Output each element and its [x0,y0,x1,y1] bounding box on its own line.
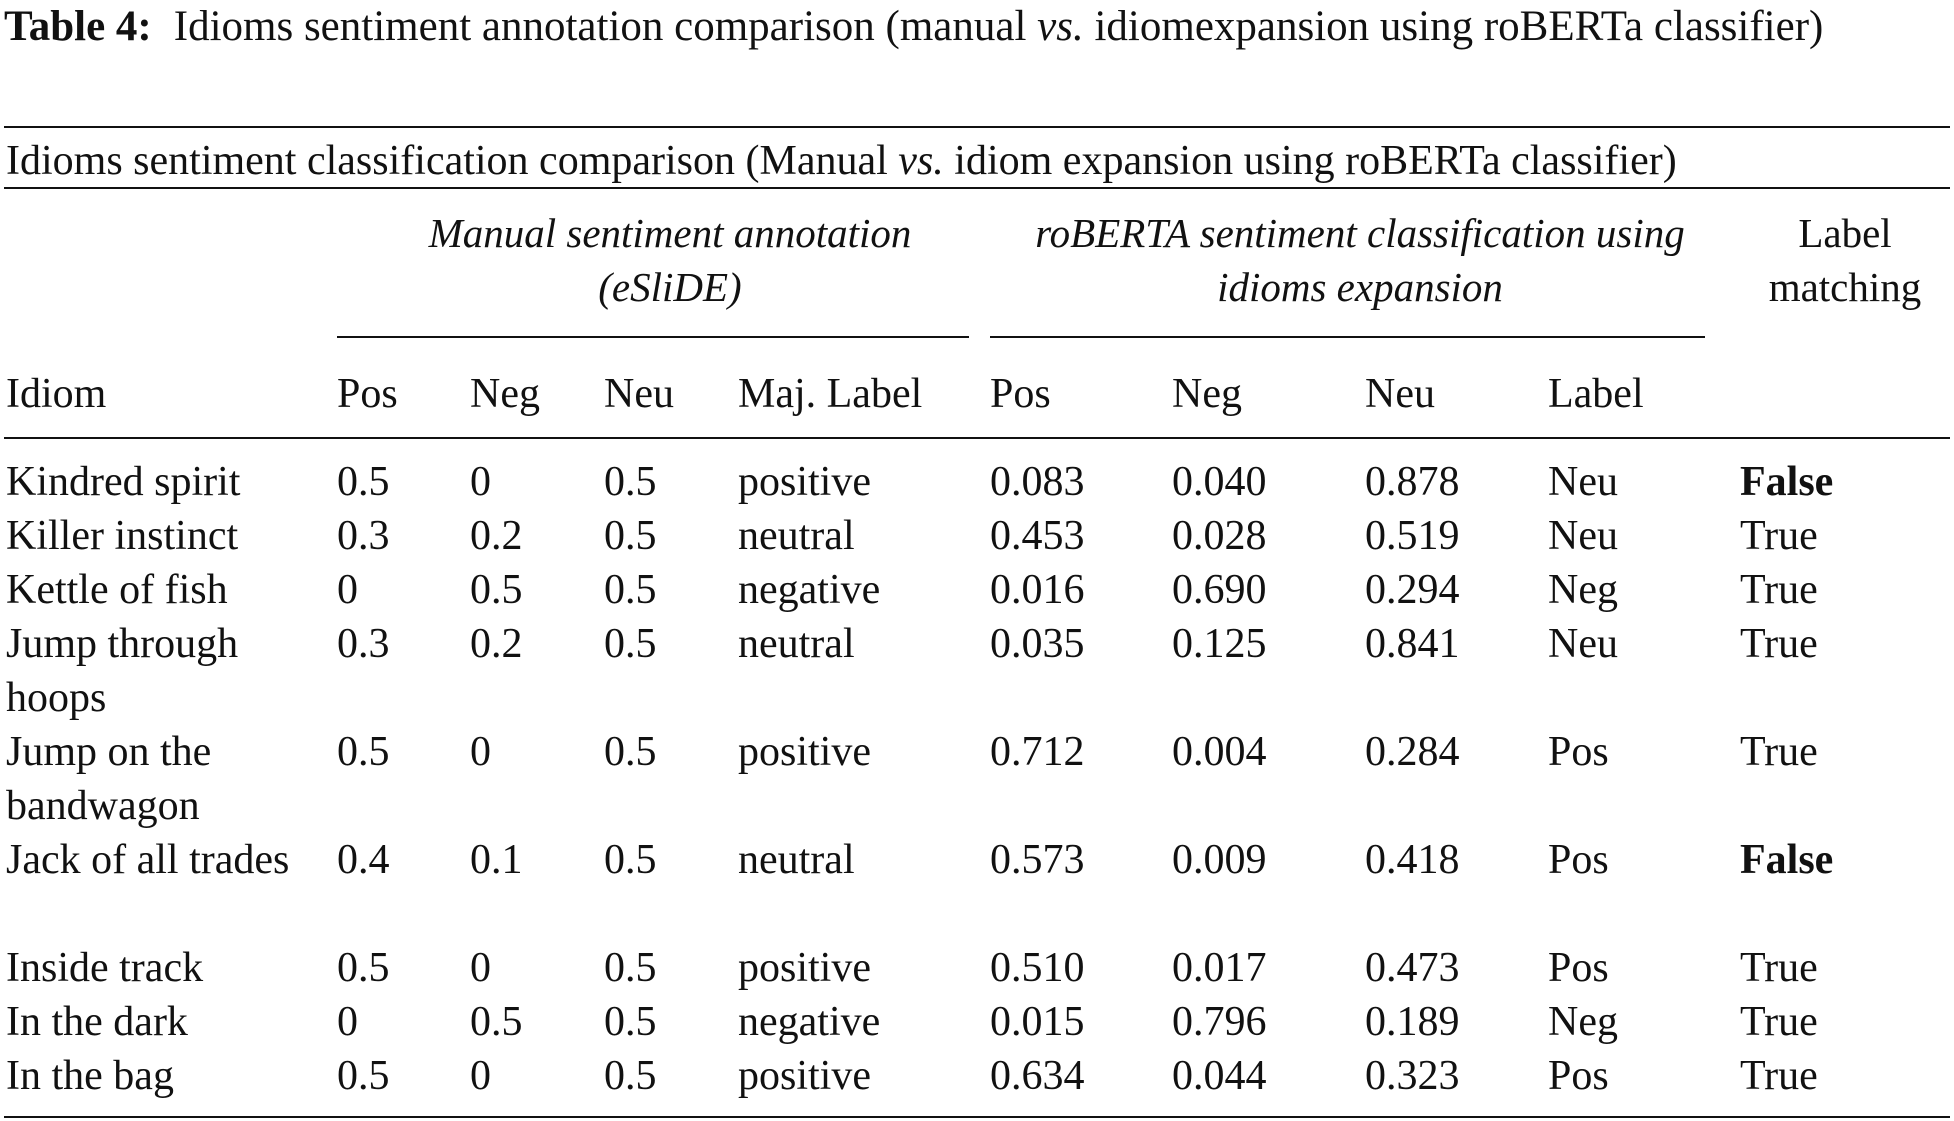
group-header-manual: Manual sentiment annotation (eSliDE) [428,210,912,310]
roberta-neu-cell: 0.189 [1365,999,1460,1045]
roberta-pos-cell: 0.083 [990,459,1085,505]
label-matching-cell: True [1740,945,1818,991]
roberta-pos-cell: 0.016 [990,567,1085,613]
manual-neg-cell: 0 [470,945,491,991]
maj-label-cell: positive [738,945,871,991]
roberta-neg-cell: 0.017 [1172,945,1267,991]
roberta-neu-cell: 0.473 [1365,945,1460,991]
heading-rule [4,187,1950,189]
label-cell: Pos [1548,945,1609,991]
col-header-maj-label: Maj. Label [738,371,923,417]
roberta-pos-cell: 0.712 [990,729,1085,775]
roberta-neg-cell: 0.796 [1172,999,1267,1045]
roberta-neu-cell: 0.294 [1365,567,1460,613]
manual-neu-cell: 0.5 [604,1053,657,1099]
manual-pos-cell: 0 [337,567,358,613]
manual-neu-cell: 0.5 [604,621,657,667]
label-cell: Pos [1548,1053,1609,1099]
maj-label-cell: negative [738,999,881,1045]
manual-neu-cell: 0.5 [604,945,657,991]
roberta-neu-cell: 0.323 [1365,1053,1460,1099]
manual-neg-cell: 0.2 [470,621,523,667]
idiom-cell: In the bag [6,1053,174,1099]
col-header-manual-neu: Neu [604,371,674,417]
top-rule [4,126,1950,128]
col-header-roberta-pos: Pos [990,371,1051,417]
roberta-neg-cell: 0.040 [1172,459,1267,505]
label-matching-cell: False [1740,837,1834,883]
caption-label: Table 4: [4,3,152,50]
manual-neu-cell: 0.5 [604,567,657,613]
label-cell: Pos [1548,729,1609,775]
caption-title-start: Idioms sentiment annotation comparison (manual [173,3,1027,50]
col-header-manual-pos: Pos [337,371,398,417]
maj-label-cell: negative [738,567,881,613]
roberta-group-rule [990,336,1705,338]
idiom-cell: Kindred spirit [6,459,241,505]
idiom-cell: Kettle of fish [6,567,228,613]
col-header-manual-neg: Neg [470,371,540,417]
roberta-neu-cell: 0.878 [1365,459,1460,505]
roberta-pos-cell: 0.573 [990,837,1085,883]
roberta-neg-cell: 0.028 [1172,513,1267,559]
col-header-label: Label [1548,371,1644,417]
idiom-cell: Jump through hoops [6,621,239,721]
table-heading-start: Idioms sentiment classification comparison (Manual [6,138,888,184]
label-matching-cell: True [1740,621,1818,667]
manual-neg-cell: 0 [470,459,491,505]
table-caption [4,0,1949,53]
idiom-cell: Killer instinct [6,513,239,559]
roberta-pos-cell: 0.453 [990,513,1085,559]
idiom-cell: Jack of all trades [6,837,290,883]
manual-neu-cell: 0.5 [604,729,657,775]
manual-pos-cell: 0.5 [337,1053,390,1099]
label-matching-cell: True [1740,567,1818,613]
maj-label-cell: positive [738,1053,871,1099]
label-matching-cell: True [1740,1053,1818,1099]
roberta-neu-cell: 0.418 [1365,837,1460,883]
roberta-neg-cell: 0.044 [1172,1053,1267,1099]
roberta-pos-cell: 0.634 [990,1053,1085,1099]
label-matching-cell: False [1740,459,1834,505]
manual-pos-cell: 0.3 [337,513,390,559]
manual-neu-cell: 0.5 [604,837,657,883]
group-header-matching: Label matching [1768,210,1922,310]
label-cell: Neg [1548,999,1618,1045]
manual-neg-cell: 0 [470,1053,491,1099]
label-cell: Pos [1548,837,1609,883]
label-matching-cell: True [1740,729,1818,775]
group-header-roberta: roBERTA sentiment classification using idioms expansion [1035,210,1685,310]
roberta-neg-cell: 0.125 [1172,621,1267,667]
manual-neu-cell: 0.5 [604,513,657,559]
maj-label-cell: neutral [738,621,855,667]
table-heading-end: idiom expansion using roBERTa classifier) [954,138,1677,184]
manual-neg-cell: 0.2 [470,513,523,559]
label-matching-cell: True [1740,513,1818,559]
table-heading-vs: vs. [898,138,944,184]
manual-pos-cell: 0.4 [337,837,390,883]
label-cell: Neg [1548,567,1618,613]
idiom-cell: Jump on the bandwagon [6,729,212,829]
roberta-neg-cell: 0.009 [1172,837,1267,883]
idiom-cell: In the dark [6,999,188,1045]
label-cell: Neu [1548,513,1618,559]
manual-pos-cell: 0 [337,999,358,1045]
col-header-roberta-neu: Neu [1365,371,1435,417]
label-matching-cell: True [1740,999,1818,1045]
label-cell: Neu [1548,621,1618,667]
roberta-neg-cell: 0.690 [1172,567,1267,613]
caption-title-end: idiomexpansion using roBERTa classifier) [1094,3,1824,50]
manual-pos-cell: 0.5 [337,459,390,505]
roberta-neg-cell: 0.004 [1172,729,1267,775]
table-heading [6,136,1677,186]
manual-pos-cell: 0.3 [337,621,390,667]
manual-neu-cell: 0.5 [604,999,657,1045]
manual-group-rule [337,336,969,338]
roberta-neu-cell: 0.841 [1365,621,1460,667]
label-cell: Neu [1548,459,1618,505]
manual-pos-cell: 0.5 [337,729,390,775]
roberta-neu-cell: 0.519 [1365,513,1460,559]
idiom-cell: Inside track [6,945,204,991]
roberta-pos-cell: 0.015 [990,999,1085,1045]
col-header-idiom: Idiom [6,371,107,417]
manual-neg-cell: 0 [470,729,491,775]
roberta-pos-cell: 0.510 [990,945,1085,991]
manual-neu-cell: 0.5 [604,459,657,505]
bottom-rule [4,1116,1950,1118]
col-header-roberta-neg: Neg [1172,371,1242,417]
roberta-neu-cell: 0.284 [1365,729,1460,775]
manual-neg-cell: 0.5 [470,567,523,613]
maj-label-cell: neutral [738,513,855,559]
header-rule [4,437,1950,439]
maj-label-cell: positive [738,459,871,505]
maj-label-cell: positive [738,729,871,775]
manual-neg-cell: 0.1 [470,837,523,883]
roberta-pos-cell: 0.035 [990,621,1085,667]
maj-label-cell: neutral [738,837,855,883]
caption-vs: vs. [1037,3,1084,50]
manual-pos-cell: 0.5 [337,945,390,991]
manual-neg-cell: 0.5 [470,999,523,1045]
